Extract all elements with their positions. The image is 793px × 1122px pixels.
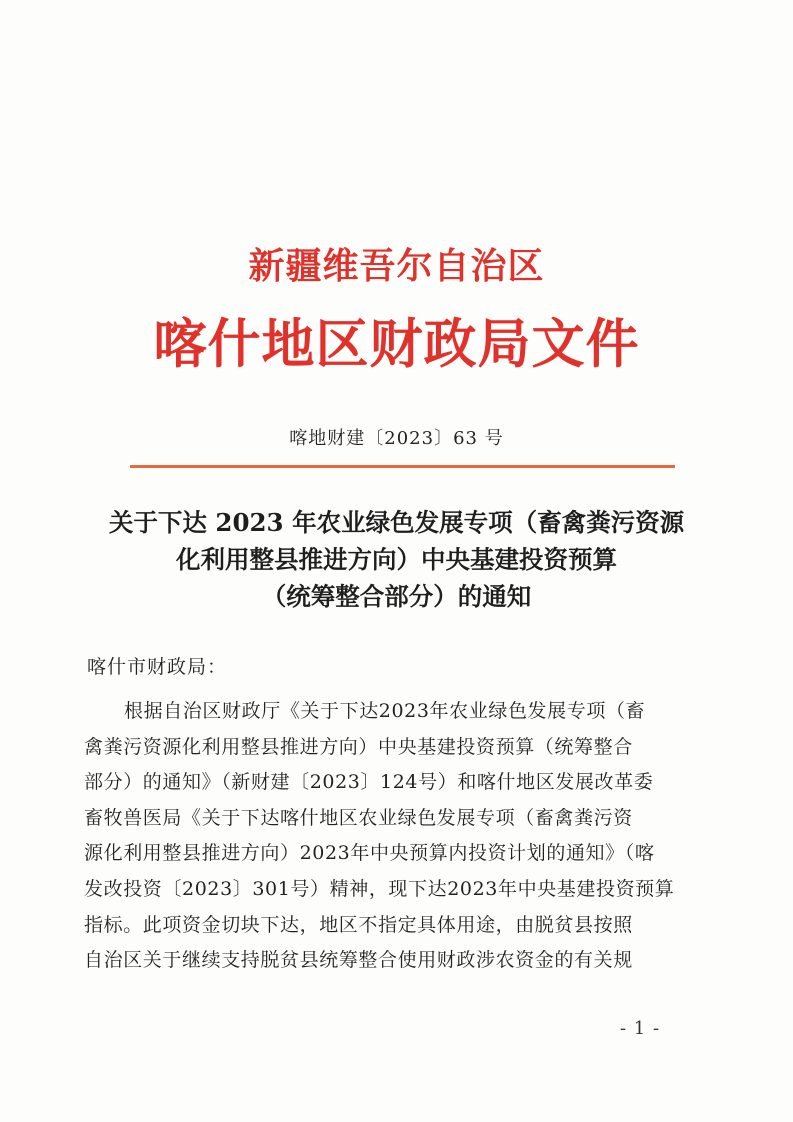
document-title [0, 504, 793, 615]
title-line: 化利用整县推进方向）中央基建投资预算 [176, 545, 617, 574]
body-line: 自治区关于继续支持脱贫县统筹整合使用财政涉农资金的有关规 [84, 949, 633, 972]
document-number: 喀地财建〔2023〕63 号 [289, 428, 504, 449]
title-line: 关于下达 2023 年农业绿色发展专项（畜禽粪污资源 [108, 508, 685, 537]
body-line: 源化利用整县推进方向）2023年中央预算内投资计划的通知》（喀 [84, 842, 655, 865]
issuer-region-heading: 新疆维吾尔自治区 [248, 245, 545, 287]
body-line: 畜牧兽医局《关于下达喀什地区农业绿色发展专项（畜禽粪污资 [84, 806, 633, 829]
page-number: - 1 - [620, 1018, 661, 1039]
red-divider-line [130, 465, 675, 468]
body-text [84, 694, 704, 979]
body-line: 根据自治区财政厅《关于下达2023年农业绿色发展专项（畜 [124, 700, 646, 722]
issuer-office-heading: 喀什地区财政局文件 [153, 314, 640, 375]
body-line: 发改投资〔2023〕301号）精神，现下达2023年中央基建投资预算 [84, 877, 675, 900]
body-line: 部分）的通知》（新财建〔2023〕124号）和喀什地区发展改革委 [84, 771, 654, 794]
salutation: 喀什市财政局： [87, 656, 228, 678]
body-line: 指标。此项资金切块下达，地区不指定具体用途，由脱贫县按照 [84, 913, 633, 936]
body-line: 禽粪污资源化利用整县推进方向）中央基建投资预算（统筹整合 [84, 735, 633, 758]
title-line: （统筹整合部分）的通知 [261, 582, 532, 611]
